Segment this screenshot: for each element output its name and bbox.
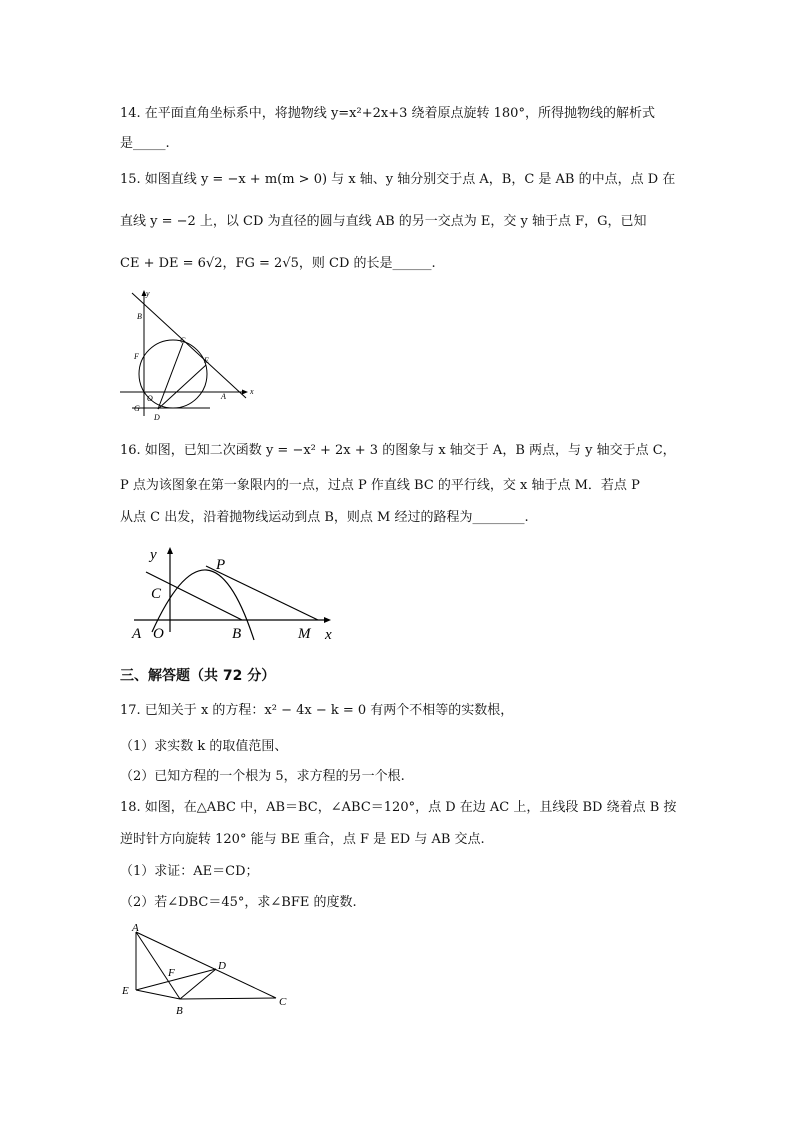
- q15-text-line-3: CE + DE = 6√2，FG = 2√5，则 CD 的长是______.: [120, 256, 436, 271]
- q15-text-line-1: 15. 如图直线 y = −x + m(m > 0) 与 x 轴、y 轴分别交于点 A，B，C 是 AB 的中点，点 D 在: [120, 172, 676, 187]
- q16-label-M: M: [298, 626, 311, 642]
- q18-label-F: F: [168, 967, 175, 979]
- q18-label-C: C: [279, 996, 287, 1008]
- q18-text-line-1: 18. 如图，在△ABC 中，AB＝BC，∠ABC＝120°，点 D 在边 AC 上，且线段 BD 绕着点 B 按: [120, 800, 677, 815]
- q16-label-P: P: [216, 557, 226, 573]
- q15-label-B: B: [137, 312, 142, 321]
- q15-label-O: O: [147, 394, 153, 403]
- q16-text-line-1: 16. 如图，已知二次函数 y = −x² + 2x + 3 的图象与 x 轴交于 A，B 两点，与 y 轴交于点 C，: [120, 443, 676, 458]
- q17-part-1: （1）求实数 k 的取值范围、: [120, 739, 288, 754]
- q15-figure: [118, 288, 258, 424]
- q18-part-1: （1）求证：AE＝CD；: [120, 864, 259, 879]
- section-heading: 三、解答题（共 72 分）: [120, 668, 276, 684]
- q16-label-B: B: [232, 626, 242, 642]
- q15-label-C: C: [180, 336, 186, 345]
- q15-label-x: x: [250, 387, 254, 396]
- q16-label-C: C: [151, 586, 162, 602]
- q18-label-B: B: [176, 1005, 183, 1017]
- q15-label-F: F: [134, 352, 139, 361]
- q16-label-O: O: [153, 626, 164, 642]
- q15-label-A: A: [221, 392, 226, 401]
- q15-label-G: G: [134, 404, 140, 413]
- q18-label-E: E: [122, 985, 129, 997]
- q18-label-D: D: [218, 960, 226, 972]
- q14-text-line-1: 14. 在平面直角坐标系中，将抛物线 y=x²+2x+3 绕着原点旋转 180°，所得抛物线的解析式: [120, 106, 655, 121]
- q18-part-2: （2）若∠DBC＝45°，求∠BFE 的度数.: [120, 895, 357, 910]
- q17-part-2: （2）已知方程的一个根为 5，求方程的另一个根.: [120, 769, 405, 784]
- q16-text-line-2: P 点为该图象在第一象限内的一点，过点 P 作直线 BC 的平行线，交 x 轴于点 M．若点 P: [120, 478, 640, 493]
- q17-text-line-1: 17. 已知关于 x 的方程：x² − 4x − k = 0 有两个不相等的实数根，: [120, 703, 514, 718]
- q16-label-x: x: [325, 627, 332, 643]
- q15-label-y: y: [146, 289, 150, 298]
- q16-label-A: A: [132, 626, 142, 642]
- q14-text-line-2: 是_____.: [120, 136, 170, 151]
- q18-text-line-2: 逆时针方向旋转 120° 能与 BE 重合，点 F 是 ED 与 AB 交点.: [120, 832, 485, 847]
- q16-label-y: y: [150, 547, 157, 563]
- q18-label-A: A: [132, 922, 139, 934]
- q16-figure: [128, 544, 348, 644]
- q16-text-line-3: 从点 C 出发，沿着抛物线运动到点 B，则点 M 经过的路程为________.: [120, 510, 529, 525]
- q15-label-E: E: [204, 356, 209, 365]
- q15-text-line-2: 直线 y = −2 上，以 CD 为直径的圆与直线 AB 的另一交点为 E，交 y 轴于点 F，G，已知: [120, 214, 647, 229]
- q18-figure: [118, 922, 298, 1022]
- q15-label-D: D: [154, 413, 160, 422]
